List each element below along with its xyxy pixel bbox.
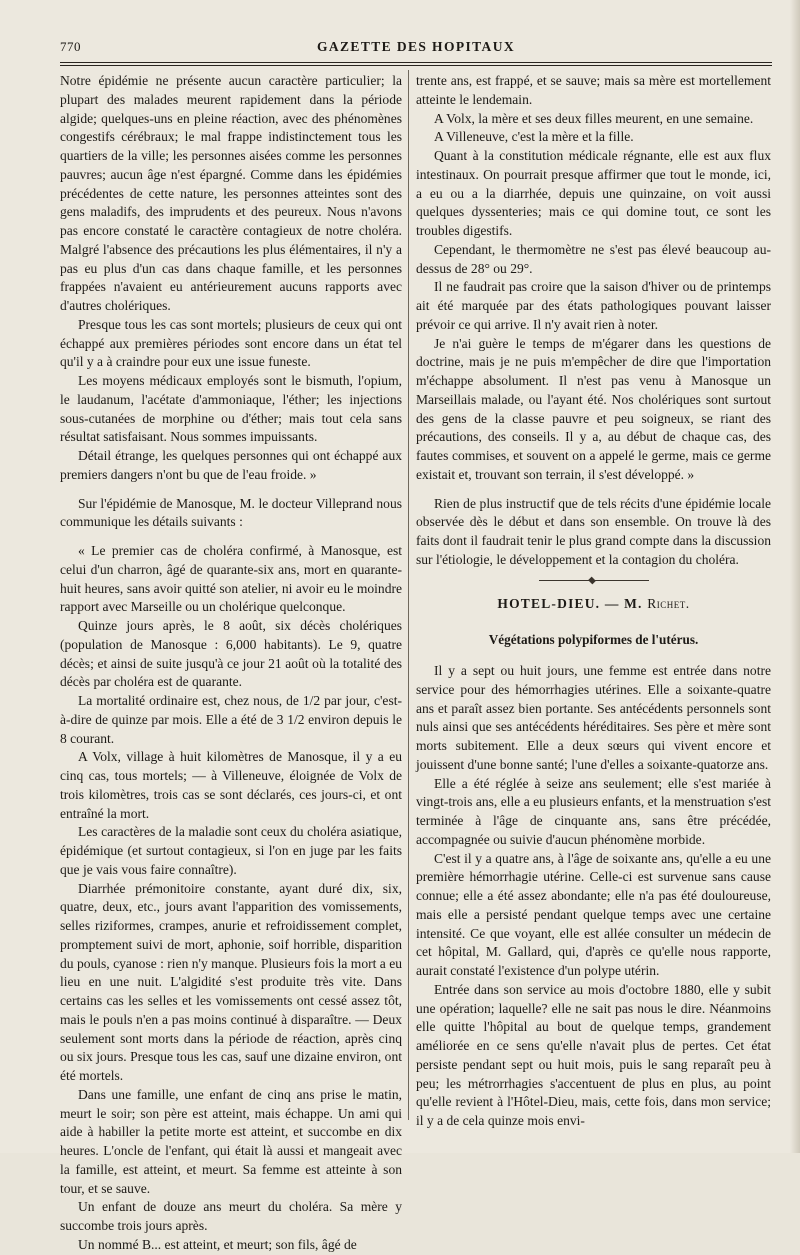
left-column bbox=[60, 72, 402, 1255]
paragraph: Un enfant de douze ans meurt du choléra. Sa mère y succombe trois jours après. bbox=[60, 1199, 402, 1233]
header-rule-double bbox=[60, 65, 772, 66]
column-divider bbox=[408, 70, 409, 1120]
page-edge-shadow bbox=[790, 0, 800, 1153]
paragraph: trente ans, est frappé, et se sauve; mais sa mère est mortellement atteinte le lendemain. bbox=[416, 73, 771, 107]
page-header bbox=[60, 38, 772, 60]
right-column bbox=[416, 72, 771, 1131]
section-title-text: HOTEL-DIEU. — M. bbox=[497, 595, 643, 611]
paragraph: Elle a été réglée à seize ans seulement; elle s'est mariée à vingt-trois ans, elle a eu plusieurs enfants, et la menstruation s'est terminée à l'âge de cinquante ans, sans être précédée, accompagnée ou suivie d'aucun phénomène morbide. bbox=[416, 775, 771, 847]
journal-title: GAZETTE DES HOPITAUX bbox=[316, 39, 516, 54]
paragraph: Dans une famille, une enfant de cinq ans prise le matin, meurt le soir; son père est atteint, mais échappe. Un ami qui aide à habiller la petite morte est atteint, et succombe en dix heures. L'oncle de l'enfant, qui était là aussi et mangeait avec la famille, est atteint, et meurt. Sa femme est atteinte à son tour, et se sauve. bbox=[60, 1086, 402, 1196]
paragraph: A Volx, la mère et ses deux filles meurent, en une semaine. bbox=[434, 110, 754, 126]
paragraph: Cependant, le thermomètre ne s'est pas élevé beaucoup au-dessus de 28° ou 29°. bbox=[416, 241, 771, 276]
section-professor: Richet. bbox=[647, 595, 690, 611]
paragraph: Sur l'épidémie de Manosque, M. le docteur Villeprand nous communique les détails suivants : bbox=[60, 495, 402, 530]
paragraph: « Le premier cas de choléra confirmé, à Manosque, est celui d'un charron, âgé de quarante-six ans, mort en quarante-huit heures, sans avoir quitté son atelier, ni avoir eu le moindre rapport avec Marseille ou un cholérique quelconque. bbox=[60, 543, 402, 615]
paragraph: Les moyens médicaux employés sont le bismuth, l'opium, le laudanum, l'acétate d'ammoniaque, l'éther; les injections sous-cutanées de morphine ou d'éther; mais tout cela sans résultat satisfaisant. Nous sommes impuissants. bbox=[60, 373, 402, 445]
paragraph: La mortalité ordinaire est, chez nous, de 1/2 par jour, c'est-à-dire de quinze par mois. Elle a été de 3 1/2 environ depuis le 8 courant. bbox=[60, 693, 402, 746]
section-title bbox=[416, 595, 771, 614]
paragraph: Notre épidémie ne présente aucun caractère particulier; la plupart des malades meurent rapidement dans la période algide; quelques-uns en pleine réaction, avec des phénomènes congestifs cérébraux; le mal frappe indistinctement tous les quartiers de la ville; les personnes aisées comme les personnes pauvres; aucun âge n'est épargné. Comme dans les épidémies précédentes de cette nature, les personnes atteintes sont des gens maladifs, des imprudents et des peureux. Nous n'avons pas encore constaté le caractère contagieux de notre choléra. Malgré l'absence des précautions les plus élémentaires, il n'y a pas eu plus d'un cas dans chaque famille, et les personnes frappées n'avaient eu antérieurement aucuns rapports avec d'autres cholériques. bbox=[60, 73, 402, 313]
paragraph: Il ne faudrait pas croire que la saison d'hiver ou de printemps ait été marquée par des états pathologiques pouvant laisser prévoir ce qui arrive. Il n'y avait rien à noter. bbox=[416, 279, 771, 332]
paragraph: Je n'ai guère le temps de m'égarer dans les questions de doctrine, mais je ne puis m'empêcher de dire que l'importation m'échappe absolument. Il n'est pas venu à Manosque un Marseillais malade, ou l'ayant été. Nos cholériques sont surtout des gens de la classe pauvre et peu soigneux, se riant des précautions, des conseils. Il y a, au début de chaque cas, des fautes commises, et souvent on a appelé le germe, mais ce germe existait et, trouvant son terrain, il s'est développé. » bbox=[416, 335, 771, 482]
paragraph: A Volx, village à huit kilomètres de Manosque, il y a eu cinq cas, tous mortels; — à Villeneuve, éloignée de Volx de trois kilomètres, trois cas se sont déclarés, ces jours-ci, et ont entraîné la mort. bbox=[60, 749, 402, 821]
page-number: 770 bbox=[60, 39, 81, 54]
paragraph: A Villeneuve, c'est la mère et la fille. bbox=[434, 129, 634, 145]
header-rule bbox=[60, 62, 772, 63]
paragraph: Entrée dans son service au mois d'octobre 1880, elle y subit une opération; laquelle? elle ne sait pas nous le dire. Néanmoins elle quitte l'hôpital au bout de quelque temps, grandement améliorée en ce sens qu'elle n'avait plus de pertes. Cet état persiste pendant sept ou huit mois, puis le sang reparaît peu à peu; les métrorrhagies s'accentuent de plus en plus, au point qu'elle revient à l'Hôtel-Dieu, mais, cette fois, dans mon service; il y a de cela quinze mois envi- bbox=[416, 981, 771, 1128]
paragraph: Détail étrange, les quelques personnes qui ont échappé aux premiers dangers n'ont bu que de l'eau froide. » bbox=[60, 448, 402, 482]
paragraph: Un nommé B... est atteint, et meurt; son fils, âgé de bbox=[78, 1236, 357, 1252]
section-separator bbox=[539, 580, 649, 581]
paragraph: Diarrhée prémonitoire constante, ayant duré dix, six, quatre, deux, etc., jours avant l'apparition des vomissements, selles riziformes, crampes, anurie et refroidissement complet, promptement suivi de mort, aphonie, soif horrible, disparition du pouls, cyanose : rien n'y manque. Plusieurs fois la mort a eu lieu en une nuit. L'algidité s'est produite très vite. Dans certains cas les selles et les vomissements ont cessé assez tôt, mais le pouls n'en a pas moins continué à disparaître. — Deux seulement sont morts dans la période de réaction, après cinq ou six jours. Presque tous les cas, sauf une dizaine environ, ont été mortels. bbox=[60, 880, 402, 1083]
paragraph: Rien de plus instructif que de tels récits d'une épidémie locale observée dès le début et dans son ensemble. On trouve là des faits dont il faudrait tenir le plus grand compte dans la discussion sur l'étiologie, le développement et la contagion du choléra. bbox=[416, 495, 771, 567]
paragraph: C'est il y a quatre ans, à l'âge de soixante ans, qu'elle a eu une première hémorrhagie utérine. Celle-ci est survenue sans cause connue; elle a été assez abondante; elle n'a pas été douloureuse, mais elle a persisté pendant quelque temps avec une certaine intensité. Ce que voyant, elle est allée consulter un médecin de cet hôpital, M. Gallard, qui, d'après ce qu'elle nous rapporte, aurait constaté l'existence d'un polype utérin. bbox=[416, 850, 771, 978]
paragraph: Il y a sept ou huit jours, une femme est entrée dans notre service pour des hémorrhagies utérines. Elle a soixante-quatre ans et paraît assez bien portante. Ses antécédents personnels sont nuls ainsi que ses antécédents héréditaires. Ses père et mère sont morts subitement. Elle a deux sœurs qui vivent encore et jouissent d'une bonne santé; l'une d'elles a soixante-quatorze ans. bbox=[416, 663, 771, 772]
paragraph: Quant à la constitution médicale régnante, elle est aux flux intestinaux. On pourrait presque affirmer que tout le monde, ici, a eu ou a la diarrhée, depuis une quinzaine, on voit aussi quelques dyssenteries; mais ce qui domine tout, ce sont les troubles digestifs. bbox=[416, 148, 771, 238]
paragraph: Presque tous les cas sont mortels; plusieurs de ceux qui ont échappé aux premières périodes sont encore dans un état tel qu'il y a à craindre pour eux une issue funeste. bbox=[60, 316, 402, 370]
paragraph: Les caractères de la maladie sont ceux du choléra asiatique, épidémique (et surtout contagieux, si l'on en juge par les faits que je vais vous faire connaître). bbox=[60, 824, 402, 877]
article-subtitle: Végétations polypiformes de l'utérus. bbox=[488, 632, 699, 648]
paragraph: Quinze jours après, le 8 août, six décès cholériques (population de Manosque : 6,000 habitants). Le 9, quatre décès; et ainsi de suite jusqu'à ce jour 21 août où la totalité des décès par choléra est de quarante. bbox=[60, 618, 402, 690]
